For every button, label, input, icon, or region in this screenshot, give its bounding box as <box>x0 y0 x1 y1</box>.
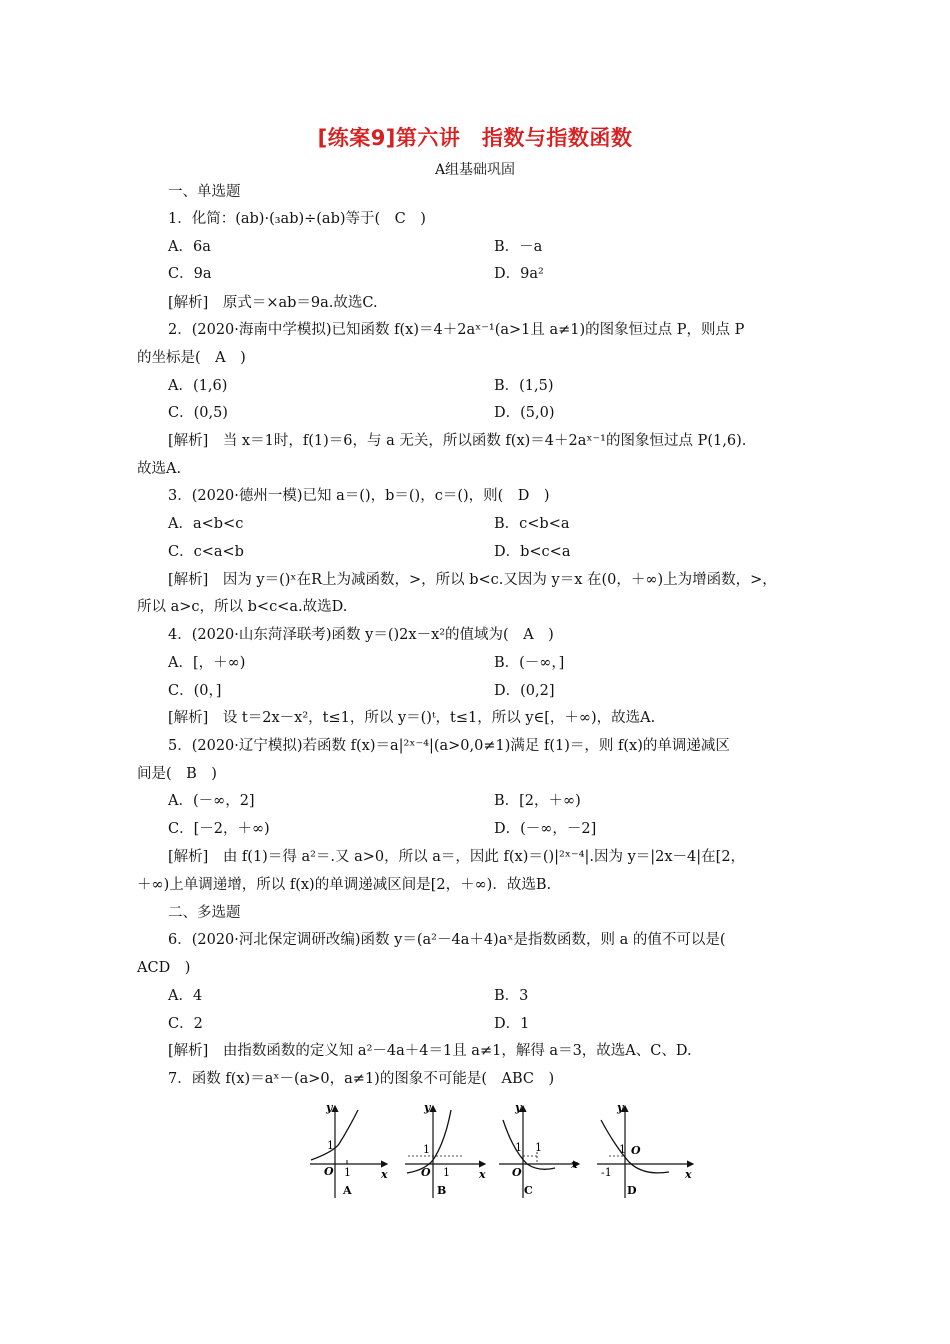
graph-d-tick-y: 1 <box>619 1143 626 1156</box>
q3-option-c: C．c<a<b <box>168 544 244 560</box>
q2-analysis-line1: [解析] 当 x＝1时，f(1)＝6，与 a 无关，所以函数 f(x)＝4＋2aˣ⁻¹的图象恒过点 P(1,6). <box>168 433 747 449</box>
q5-option-a: A．(－∞，2] <box>168 793 255 809</box>
graph-a-tick-x: 1 <box>344 1166 351 1179</box>
q5-option-d: D．(－∞，－2] <box>494 821 597 837</box>
q7-stem: 7．函数 f(x)＝aˣ－(a>0，a≠1)的图象不可能是( ABC ) <box>168 1071 555 1087</box>
q2-analysis-line2: 故选A. <box>137 461 182 477</box>
q6-stem-line2: ACD ) <box>137 960 191 976</box>
q5-option-b: B．[2，＋∞) <box>494 793 581 809</box>
graph-d-label: D <box>627 1184 637 1197</box>
q4-option-d: D．(0,2] <box>494 683 555 699</box>
graph-a-label: A <box>343 1184 352 1197</box>
graph-b-y-label: y <box>424 1101 431 1114</box>
q2-option-a: A．(1,6) <box>168 378 228 394</box>
q2-stem-line1: 2．(2020·海南中学模拟)已知函数 f(x)＝4＋2aˣ⁻¹(a>1且 a≠1)的图象恒过点 P，则点 P <box>168 322 745 338</box>
graph-c-tick-x: 1 <box>535 1141 542 1154</box>
q5-option-c: C．[－2，＋∞) <box>168 821 270 837</box>
graph-b <box>405 1101 486 1198</box>
graph-b-origin: O <box>421 1166 431 1179</box>
q3-stem: 3．(2020·德州一模)已知 a＝()，b＝()，c＝()，则( D ) <box>168 488 550 504</box>
section-multi-choice: 二、多选题 <box>168 905 241 921</box>
q5-analysis-line2: ＋∞)上单调递增，所以 f(x)的单调递减区间是[2，＋∞)．故选B. <box>137 877 552 893</box>
q1-option-d: D．9a² <box>494 266 544 282</box>
graph-c-label: C <box>524 1184 533 1197</box>
graph-c-origin: O <box>512 1166 522 1179</box>
graph-a <box>310 1101 388 1198</box>
q1-analysis: [解析] 原式＝×ab＝9a.故选C. <box>168 295 378 311</box>
q6-stem-line1: 6．(2020·河北保定调研改编)函数 y＝(a²－4a＋4)aˣ是指数函数，则 a 的值不可以是( <box>168 932 726 948</box>
q4-option-c: C．(0，] <box>168 683 222 699</box>
q3-analysis-line2: 所以 a>c，所以 b<c<a.故选D. <box>137 599 348 615</box>
graph-d-y-label: y <box>617 1101 624 1114</box>
graph-c <box>499 1101 579 1198</box>
q6-option-c: C．2 <box>168 1016 203 1032</box>
q5-stem-line1: 5．(2020·辽宁模拟)若函数 f(x)＝a|²ˣ⁻⁴|(a>0,0≠1)满足 f(1)＝，则 f(x)的单调递减区 <box>168 738 730 754</box>
graph-a-y-label: y <box>326 1101 333 1114</box>
q7-graph-options <box>305 1098 695 1208</box>
q1-option-b: B．－a <box>494 239 543 255</box>
q6-option-a: A．4 <box>168 988 203 1004</box>
graph-b-x-label: x <box>479 1168 486 1181</box>
q6-option-b: B．3 <box>494 988 529 1004</box>
graph-c-x-label: x <box>571 1158 578 1171</box>
q4-analysis: [解析] 设 t＝2x－x²，t≤1，所以 y＝()ᵗ，t≤1，所以 y∈[，＋∞)，故选A. <box>168 710 656 726</box>
q1-stem: 1．化简：(ab)·(₃ab)÷(ab)等于( C ) <box>168 211 426 227</box>
q2-option-c: C．(0,5) <box>168 405 228 421</box>
q3-option-d: D．b<c<a <box>494 544 571 560</box>
graph-d <box>597 1101 693 1198</box>
graph-b-tick-y: 1 <box>423 1143 430 1156</box>
page-subtitle: A组基础巩固 <box>434 162 516 178</box>
graph-b-label: B <box>437 1184 447 1197</box>
q3-option-b: B．c<b<a <box>494 516 570 532</box>
q3-option-a: A．a<b<c <box>168 516 244 532</box>
graph-a-origin: O <box>324 1165 334 1178</box>
graph-a-x-label: x <box>381 1168 388 1181</box>
q5-stem-line2: 间是( B ) <box>137 766 217 782</box>
q4-stem: 4．(2020·山东菏泽联考)函数 y＝()2x－x²的值域为( A ) <box>168 627 554 643</box>
graph-c-tick-y: 1 <box>515 1141 522 1154</box>
q2-option-d: D．(5,0) <box>494 405 555 421</box>
q4-option-a: A．[，＋∞) <box>168 655 246 671</box>
graph-d-x-label: x <box>685 1168 692 1181</box>
q3-analysis-line1: [解析] 因为 y＝()ˣ在R上为减函数，>，所以 b<c.又因为 y＝x 在(0，＋∞)上为增函数，>， <box>168 572 777 588</box>
graph-d-tick-x: -1 <box>601 1166 612 1179</box>
q4-option-b: B．(－∞，] <box>494 655 565 671</box>
q2-stem-line2: 的坐标是( A ) <box>137 350 246 366</box>
q5-analysis-line1: [解析] 由 f(1)＝得 a²＝.又 a>0，所以 a＝，因此 f(x)＝()|²ˣ⁻⁴|.因为 y＝|2x－4|在[2， <box>168 849 746 865</box>
graph-d-origin: O <box>631 1144 641 1157</box>
q6-analysis: [解析] 由指数函数的定义知 a²－4a＋4＝1且 a≠1，解得 a＝3，故选A、C、D. <box>168 1043 692 1059</box>
q1-option-a: A．6a <box>168 239 211 255</box>
graph-a-tick-y: 1 <box>327 1139 334 1152</box>
q1-option-c: C．9a <box>168 266 212 282</box>
graph-b-tick-x: 1 <box>443 1166 450 1179</box>
page-title: [练案9]第六讲 指数与指数函数 <box>317 126 633 150</box>
section-single-choice: 一、单选题 <box>168 184 241 200</box>
q2-option-b: B．(1,5) <box>494 378 554 394</box>
q6-option-d: D．1 <box>494 1016 530 1032</box>
graph-c-y-label: y <box>515 1101 522 1114</box>
